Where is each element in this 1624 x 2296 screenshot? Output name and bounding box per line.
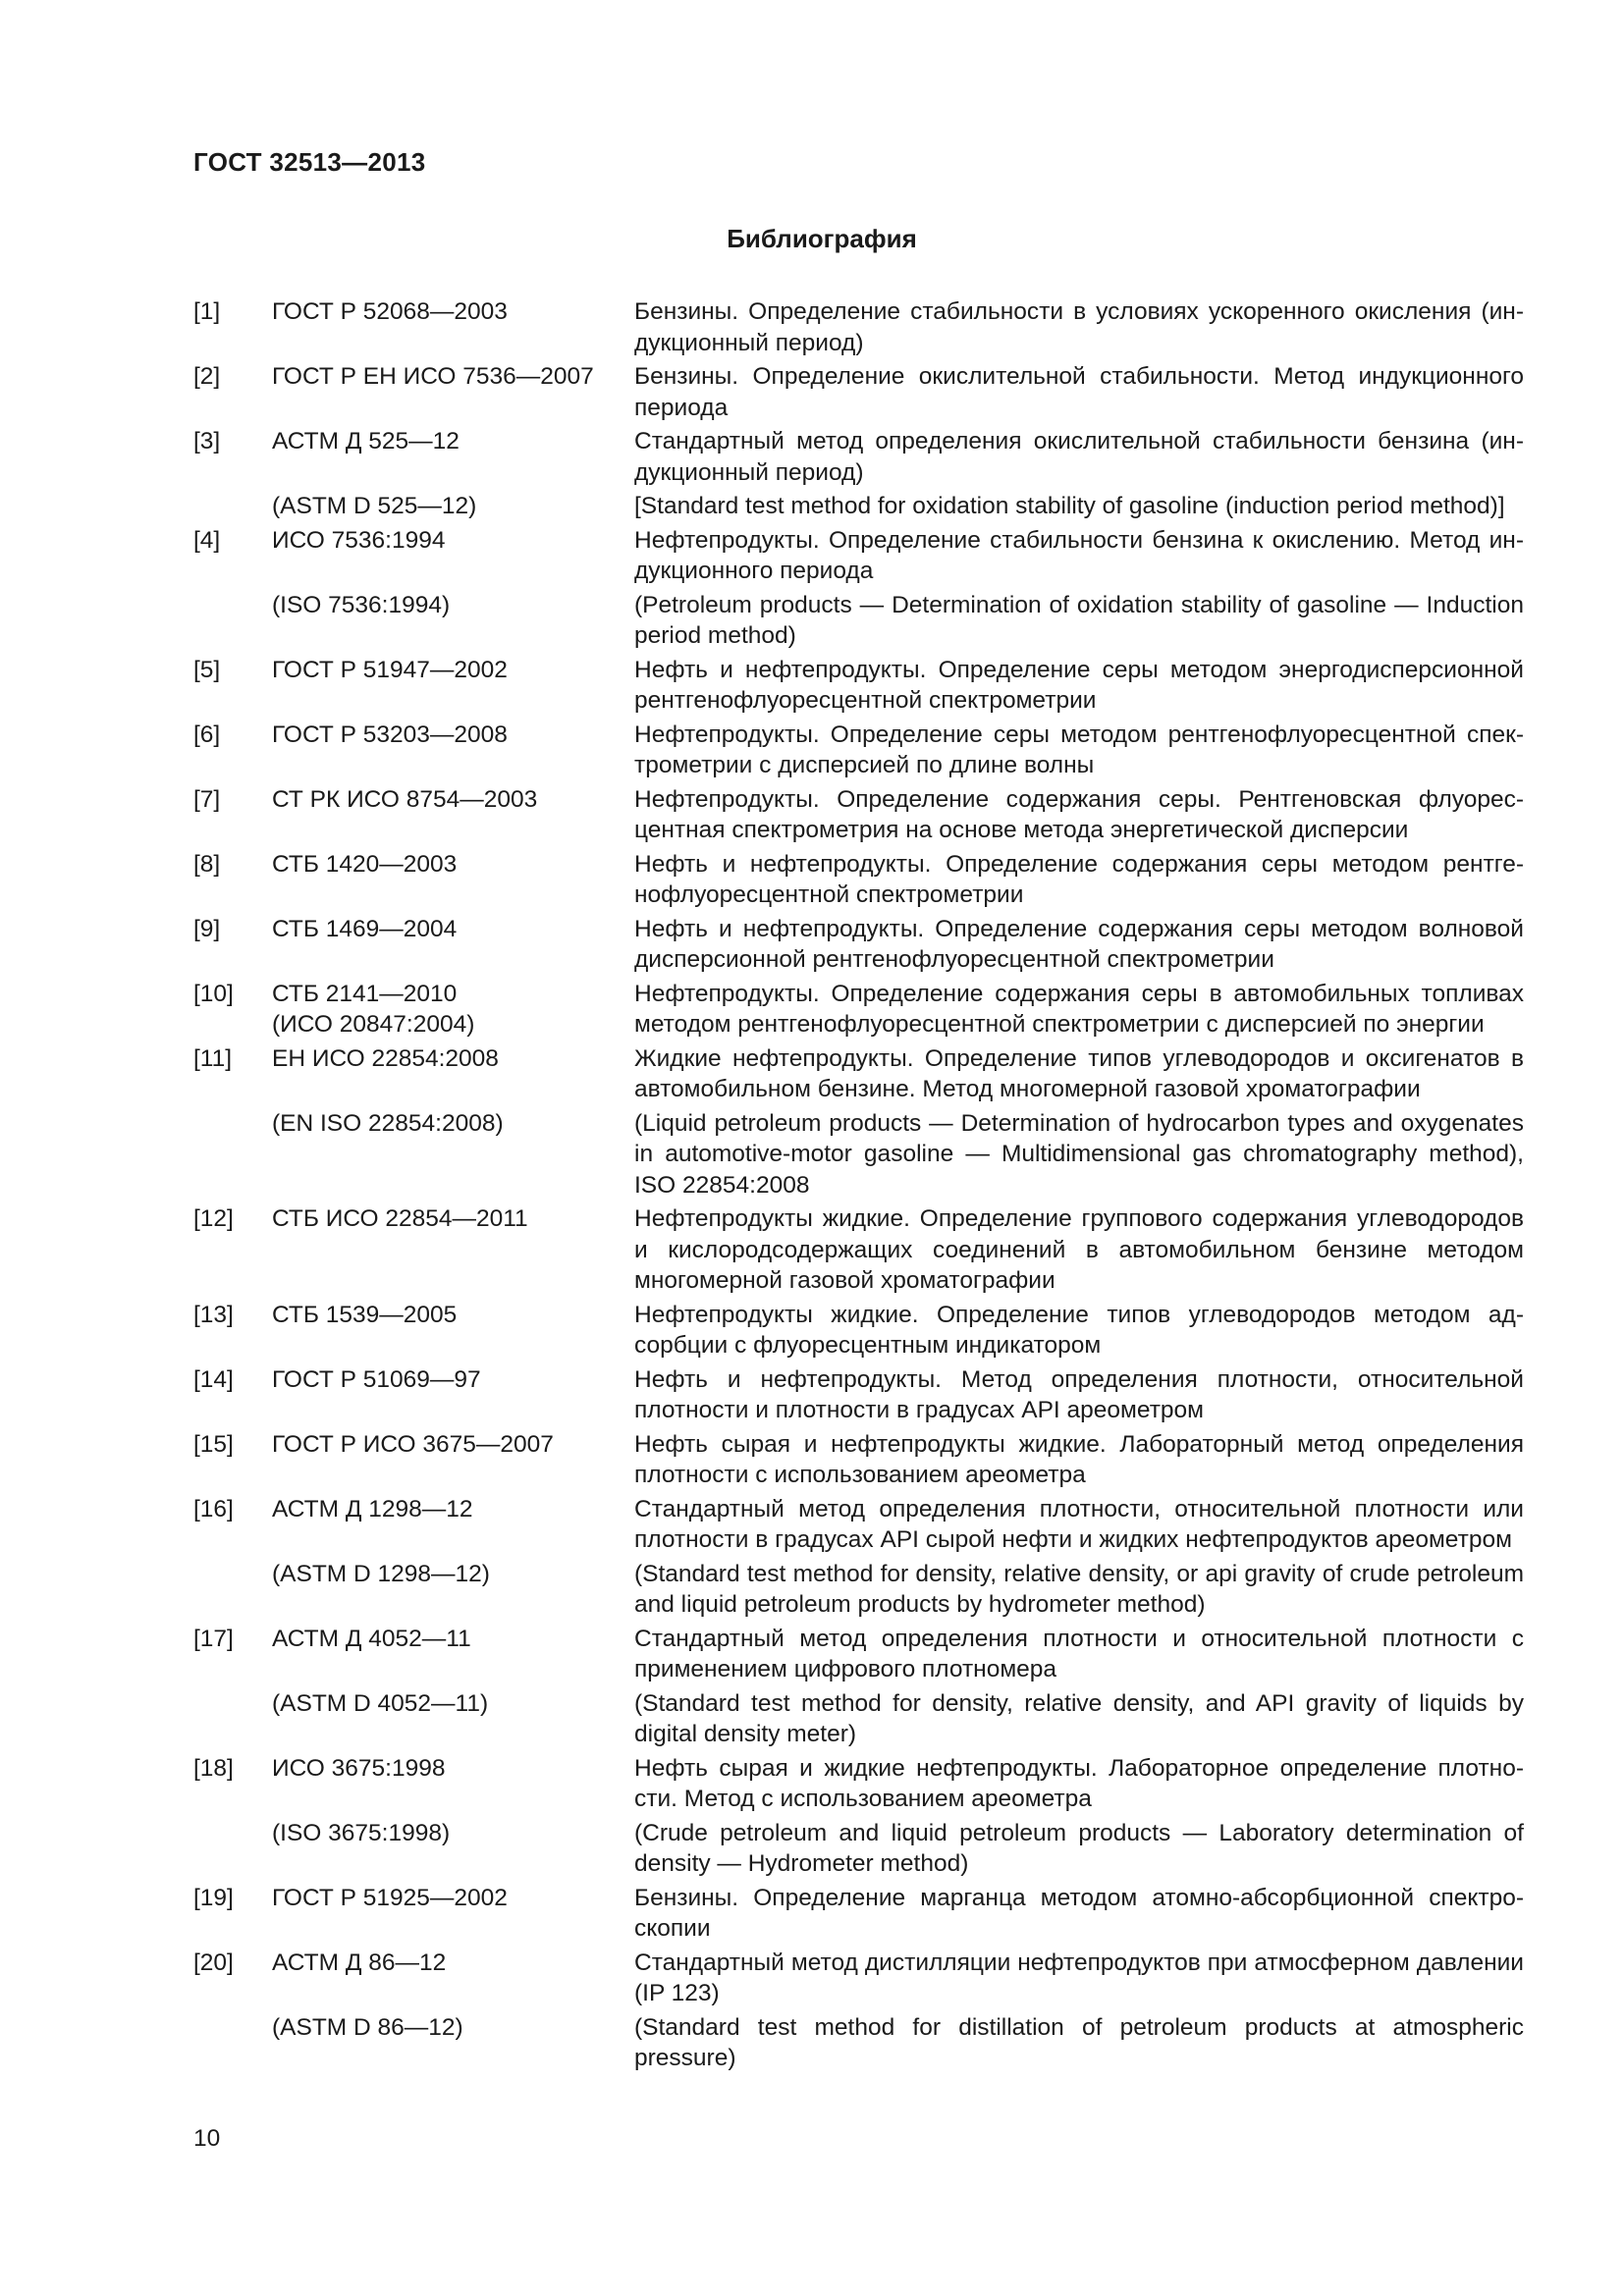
entry-number: [20] xyxy=(193,1949,234,1976)
bibliography-entry xyxy=(193,426,1529,488)
entry-number: [18] xyxy=(193,1754,234,1782)
entry-number: [17] xyxy=(193,1625,234,1652)
entry-document-code: (ASTM D 1298—12) xyxy=(272,1560,490,1587)
entry-description: Стандартный метод определения плотности, относительной плотности или плотности в градусах API сырой нефти и жидких нефтепродуктов ареометром xyxy=(634,1495,1524,1553)
entry-number: [1] xyxy=(193,298,221,325)
entry-description: (Standard test method for distillation of petroleum products at atmospheric pressure) xyxy=(634,2013,1524,2071)
entry-description: (Petroleum products — Determination of oxidation stability of gasoline — Induction period method) xyxy=(634,591,1524,649)
page-number: 10 xyxy=(193,2125,221,2152)
entry-document-code: ГОСТ Р 51069—97 xyxy=(272,1365,481,1393)
bibliography-entry xyxy=(193,1043,1529,1105)
bibliography-entry xyxy=(193,1753,1529,1815)
bibliography-entry xyxy=(193,1364,1529,1426)
entry-number: [6] xyxy=(193,721,221,748)
bibliography-entry xyxy=(193,296,1529,358)
entry-number xyxy=(193,491,272,522)
entry-document-code: ГОСТ Р ИСО 3675—2007 xyxy=(272,1430,554,1458)
entry-document-code: СТБ 1469—2004 xyxy=(272,915,458,942)
bibliography-entry-original xyxy=(193,1108,1529,1201)
entry-document-code: (ISO 3675:1998) xyxy=(272,1819,451,1846)
entry-document-code: ИСО 3675:1998 xyxy=(272,1754,446,1782)
entry-document-code: (ASTM D 525—12) xyxy=(272,493,477,519)
entry-description: [Standard test method for oxidation stability of gasoline (induction period method)] xyxy=(634,493,1505,519)
entry-number xyxy=(193,1688,272,1750)
bibliography-list xyxy=(193,296,1529,2077)
entry-description: Бензины. Определение марганца методом атомно-абсорбционной спектроскопии xyxy=(634,1884,1524,1942)
entry-description: Нефть и нефтепродукты. Определение содержания серы методом волновой дисперсионной рентгенофлуоресцентной спектрометрии xyxy=(634,915,1524,973)
entry-number: [11] xyxy=(193,1044,233,1072)
entry-description: Нефтепродукты. Определение содержания серы. Рентгеновская флуоресцентная спектрометрия на основе метода энергетической дисперсии xyxy=(634,785,1524,843)
bibliography-entry xyxy=(193,1883,1529,1945)
entry-description: Стандартный метод определения окислительной стабильности бензина (индукционный период) xyxy=(634,428,1524,486)
page-title: Библиография xyxy=(727,224,917,253)
entry-description: (Standard test method for density, relative density, and API gravity of liquids by digital density meter) xyxy=(634,1689,1524,1747)
entry-description: Жидкие нефтепродукты. Определение типов углеводородов и оксигенатов в автомобильном бензине. Метод многомерной газовой хроматографии xyxy=(634,1044,1524,1102)
entry-document-code: СТБ 1420—2003 xyxy=(272,850,458,878)
entry-number: [10] xyxy=(193,980,234,1007)
entry-document-code: СТБ 1539—2005 xyxy=(272,1301,458,1328)
bibliography-entry-original xyxy=(193,1559,1529,1621)
entry-document-code: СТБ 2141—2010 (ИСО 20847:2004) xyxy=(272,980,475,1038)
entry-description: Стандартный метод дистилляции нефтепродуктов при атмосферном давлении (IP 123) xyxy=(634,1949,1524,2006)
entry-description: Нефтепродукты. Определение серы методом рентгенофлуоресцентной спектрометрии с дисперсией по длине волны xyxy=(634,721,1524,778)
entry-document-code: АСТМ Д 525—12 xyxy=(272,428,460,454)
entry-description: Нефть и нефтепродукты. Метод определения плотности, относительной плотности и плотности в градусах API ареометром xyxy=(634,1365,1524,1423)
entry-description: Нефтепродукты жидкие. Определение группового содержания углеводородов и кислородсодержащих соединений в автомобильном бензине методом многомерной газовой хроматографии xyxy=(634,1205,1524,1294)
bibliography-entry-original xyxy=(193,1688,1529,1750)
bibliography-entry-original xyxy=(193,491,1529,522)
entry-description: Нефть и нефтепродукты. Определение серы методом энергодисперсионной рентгенофлуоресцентной спектрометрии xyxy=(634,656,1524,714)
entry-description: Нефть сырая и нефтепродукты жидкие. Лабораторный метод определения плотности с использованием ареометра xyxy=(634,1430,1524,1488)
entry-number: [4] xyxy=(193,526,221,554)
entry-number: [14] xyxy=(193,1365,234,1393)
entry-document-code: (EN ISO 22854:2008) xyxy=(272,1109,504,1137)
bibliography-entry xyxy=(193,784,1529,846)
bibliography-entry-original xyxy=(193,590,1529,652)
entry-description: Бензины. Определение стабильности в условиях ускоренного окисления (индукционный период) xyxy=(634,298,1524,356)
entry-document-code: (ASTM D 4052—11) xyxy=(272,1689,489,1717)
entry-document-code: СТБ ИСО 22854—2011 xyxy=(272,1205,528,1232)
entry-number: [7] xyxy=(193,785,221,813)
bibliography-entry xyxy=(193,655,1529,717)
entry-description: (Standard test method for density, relative density, or api gravity of crude petroleum and liquid petroleum products by hydrometer method) xyxy=(634,1560,1524,1618)
entry-number xyxy=(193,590,272,652)
entry-number xyxy=(193,1108,272,1201)
bibliography-entry xyxy=(193,849,1529,911)
entry-document-code: ГОСТ Р ЕН ИСО 7536—2007 xyxy=(272,363,594,390)
bibliography-entry xyxy=(193,1948,1529,2009)
entry-description: (Crude petroleum and liquid petroleum products — Laboratory determination of density — Hydrometer method) xyxy=(634,1819,1524,1877)
entry-description: Нефть сырая и жидкие нефтепродукты. Лабораторное определение плотности. Метод с использованием ареометра xyxy=(634,1754,1524,1812)
entry-number xyxy=(193,1818,272,1880)
entry-number: [9] xyxy=(193,915,221,942)
bibliography-entry-original xyxy=(193,2012,1529,2074)
entry-document-code: ГОСТ Р 52068—2003 xyxy=(272,298,508,325)
entry-number: [12] xyxy=(193,1205,234,1232)
entry-number: [5] xyxy=(193,656,221,683)
bibliography-entry xyxy=(193,1203,1529,1297)
bibliography-entry xyxy=(193,1429,1529,1491)
entry-description: (Liquid petroleum products — Determination of hydrocarbon types and oxygenates in automotive-motor gasoline — Multidimensional gas chromatography method), ISO 22854:2008 xyxy=(634,1109,1524,1199)
entry-document-code: АСТМ Д 4052—11 xyxy=(272,1625,471,1652)
entry-number: [3] xyxy=(193,428,221,454)
entry-document-code: (ASTM D 86—12) xyxy=(272,2013,463,2041)
entry-description: Нефтепродукты жидкие. Определение типов углеводородов методом адсорбции с флуоресцентным индикатором xyxy=(634,1301,1524,1359)
entry-description: Нефть и нефтепродукты. Определение содержания серы методом рентгенофлуоресцентной спектрометрии xyxy=(634,850,1524,908)
bibliography-entry xyxy=(193,525,1529,587)
entry-document-code: ГОСТ Р 51947—2002 xyxy=(272,656,508,683)
bibliography-entry xyxy=(193,1494,1529,1556)
entry-number: [13] xyxy=(193,1301,234,1328)
bibliography-entry xyxy=(193,1300,1529,1362)
entry-document-code: АСТМ Д 1298—12 xyxy=(272,1495,473,1522)
bibliography-entry xyxy=(193,720,1529,781)
bibliography-entry xyxy=(193,914,1529,976)
entry-number: [16] xyxy=(193,1495,234,1522)
entry-document-code: СТ РК ИСО 8754—2003 xyxy=(272,785,538,813)
entry-number: [15] xyxy=(193,1430,234,1458)
entry-document-code: (ISO 7536:1994) xyxy=(272,591,451,618)
bibliography-entry-original xyxy=(193,1818,1529,1880)
entry-description: Нефтепродукты. Определение стабильности бензина к окислению. Метод индукционного периода xyxy=(634,526,1524,584)
bibliography-entry xyxy=(193,979,1529,1041)
entry-number: [8] xyxy=(193,850,221,878)
entry-description: Стандартный метод определения плотности и относительной плотности с применением цифрового плотномера xyxy=(634,1625,1524,1682)
entry-document-code: ИСО 7536:1994 xyxy=(272,526,446,554)
bibliography-entry xyxy=(193,1624,1529,1685)
entry-description: Бензины. Определение окислительной стабильности. Метод индукционного периода xyxy=(634,363,1524,421)
entry-description: Нефтепродукты. Определение содержания серы в автомобильных топливах методом рентгенофлуоресцентной спектрометрии с дисперсией по энергии xyxy=(634,980,1524,1038)
entry-document-code: ЕН ИСО 22854:2008 xyxy=(272,1044,499,1072)
entry-number: [19] xyxy=(193,1884,234,1911)
bibliography-entry xyxy=(193,361,1529,423)
entry-number: [2] xyxy=(193,363,221,390)
entry-document-code: ГОСТ Р 53203—2008 xyxy=(272,721,508,748)
entry-document-code: АСТМ Д 86—12 xyxy=(272,1949,447,1976)
standard-header: ГОСТ 32513—2013 xyxy=(193,147,426,177)
entry-number xyxy=(193,2012,272,2074)
entry-document-code: ГОСТ Р 51925—2002 xyxy=(272,1884,508,1911)
entry-number xyxy=(193,1559,272,1621)
